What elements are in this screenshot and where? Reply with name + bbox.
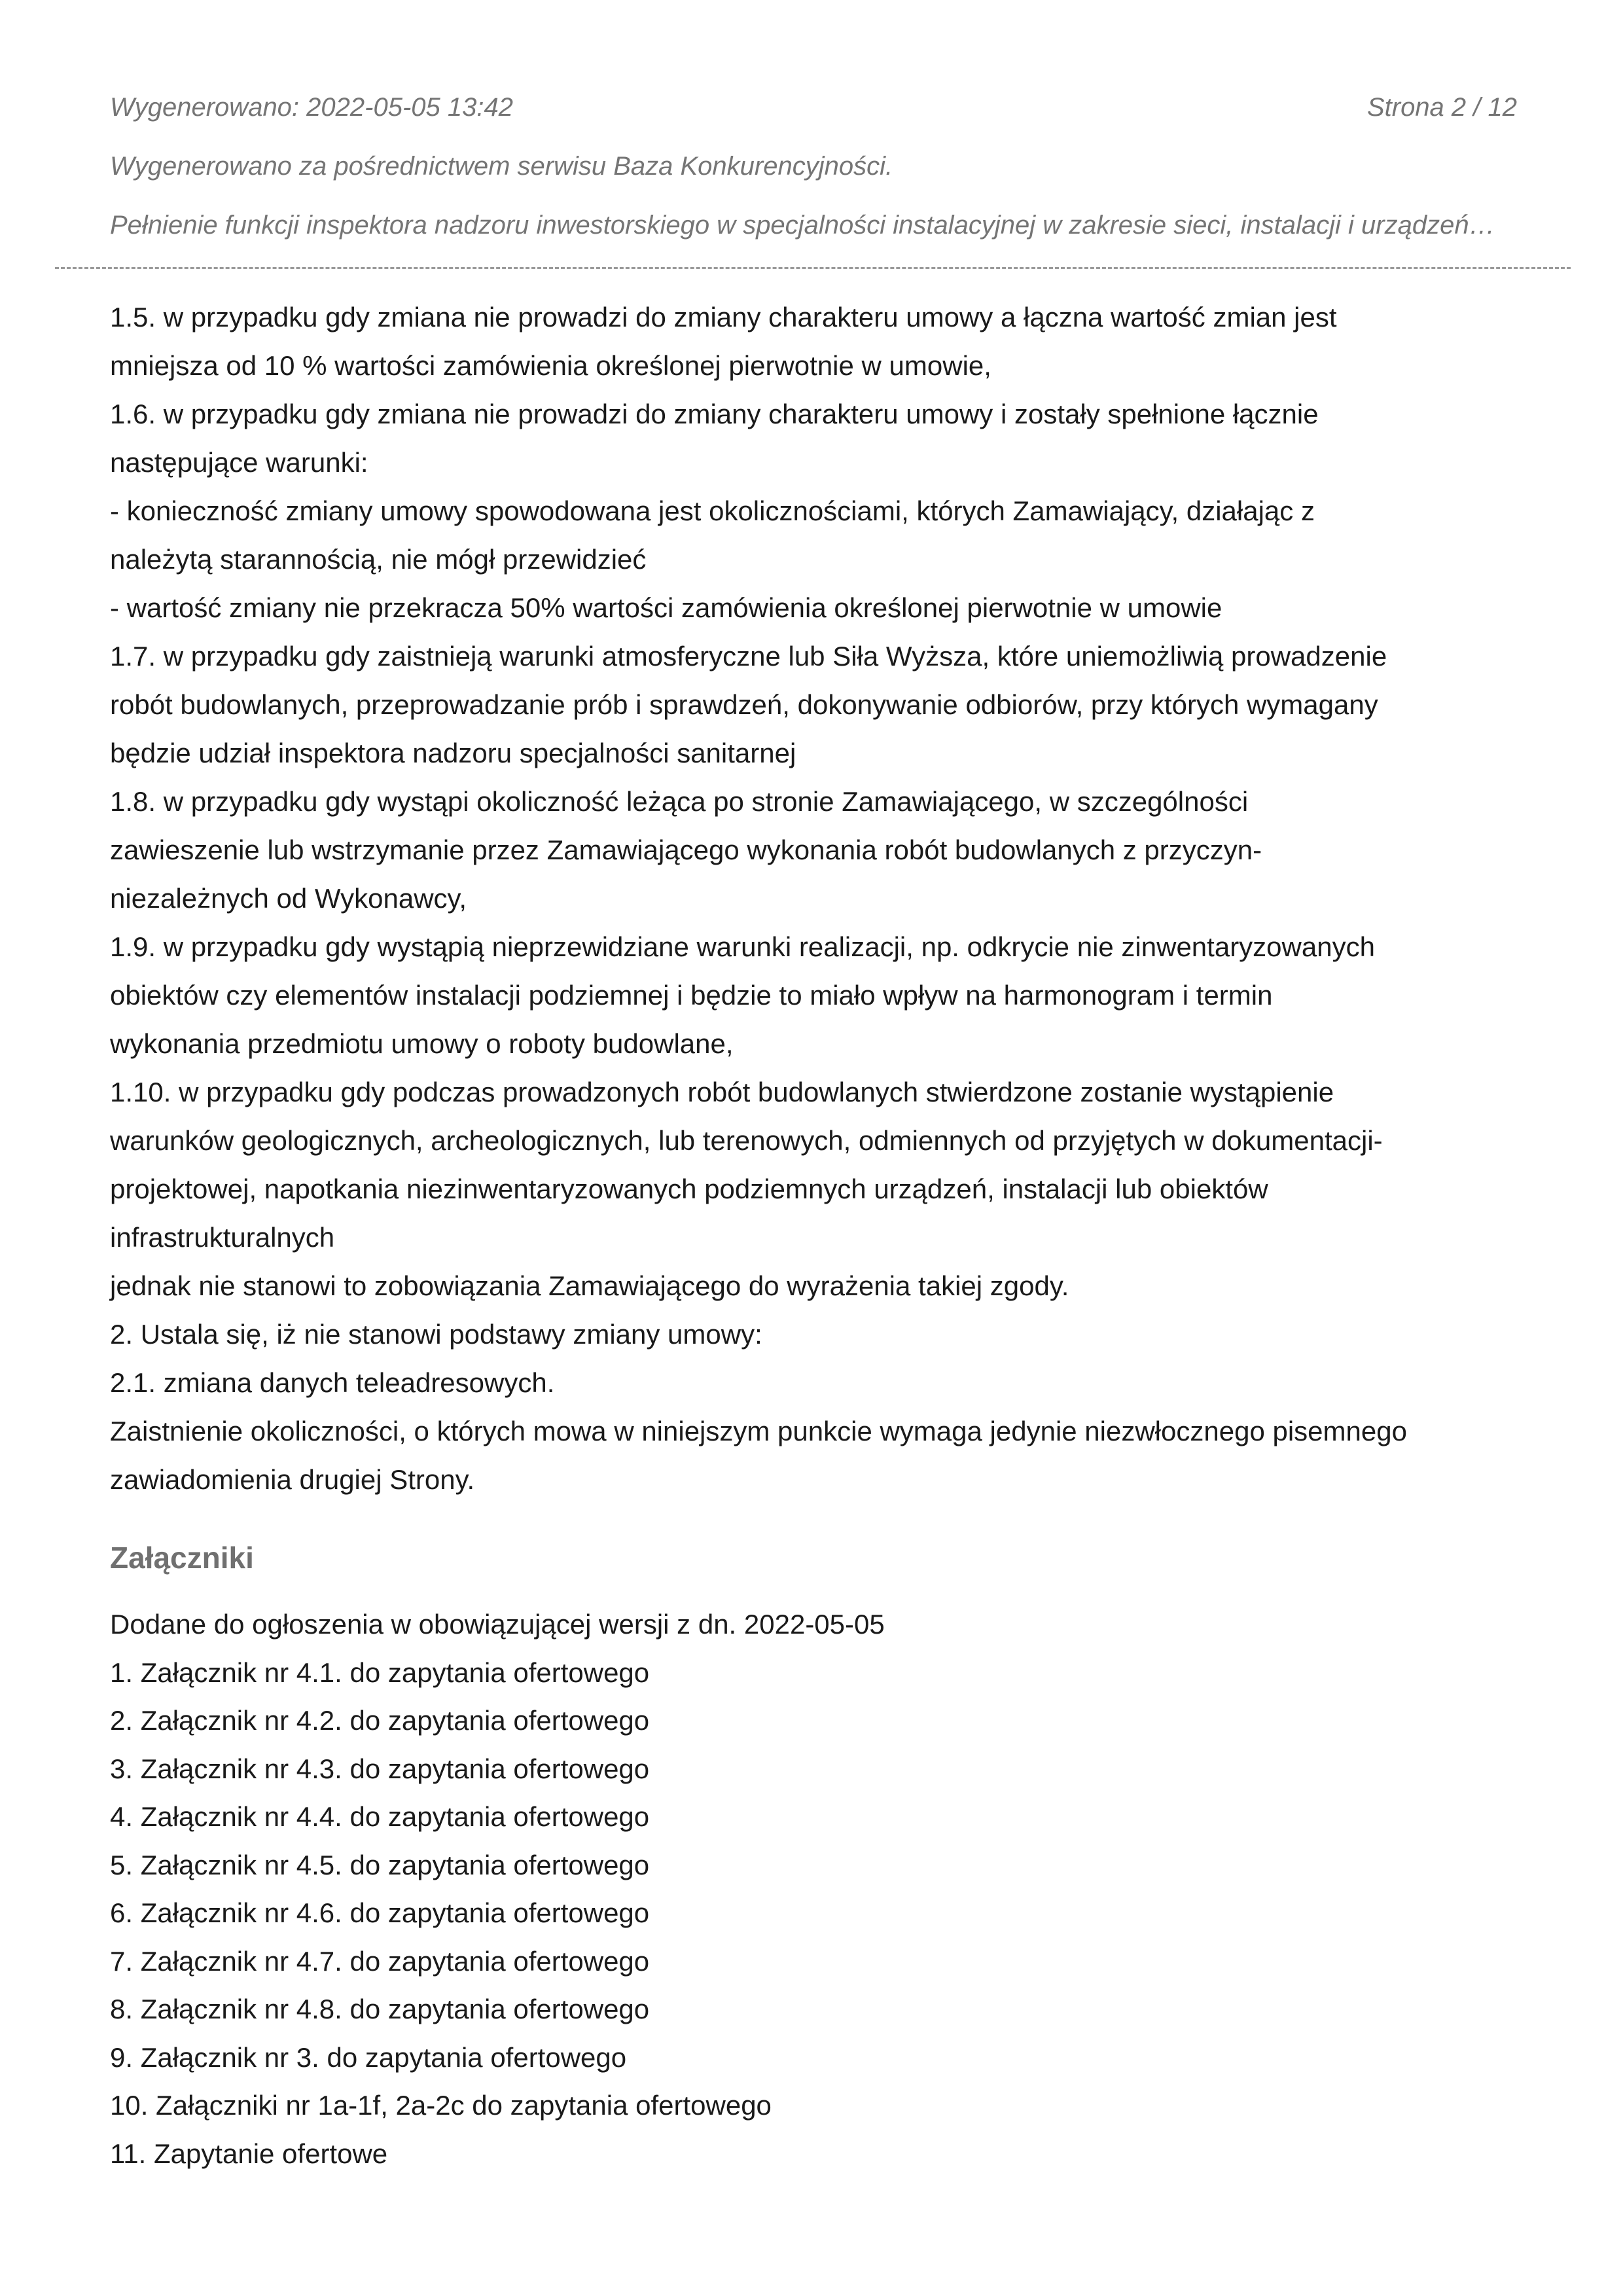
body-line: robót budowlanych, przeprowadzanie prób i sprawdzeń, dokonywanie odbiorów, przy których wymagany (110, 689, 1378, 720)
attachment-item[interactable]: 8. Załącznik nr 4.8. do zapytania ofertowego (110, 1994, 650, 2024)
body-line: 1.6. w przypadku gdy zmiana nie prowadzi do zmiany charakteru umowy i zostały spełnione łącznie (110, 399, 1319, 429)
page-number: Strona 2 / 12 (1366, 93, 1517, 122)
service-note: Wygenerowano za pośrednictwem serwisu Baza Konkurencyjności. (110, 152, 893, 181)
body-line: 1.8. w przypadku gdy wystąpi okoliczność leżąca po stronie Zamawiającego, w szczególności (110, 786, 1249, 817)
body-line: będzie udział inspektora nadzoru specjalności sanitarnej (110, 738, 796, 768)
body-line: następujące warunki: (110, 447, 368, 478)
body-line: obiektów czy elementów instalacji podziemnej i będzie to miało wpływ na harmonogram i termin (110, 980, 1273, 1011)
body-line: 2.1. zmiana danych teleadresowych. (110, 1367, 555, 1398)
attachments-heading: Załączniki (110, 1541, 254, 1575)
body-line: zawieszenie lub wstrzymanie przez Zamawiającego wykonania robót budowlanych z przyczyn- (110, 834, 1262, 865)
body-line: mniejsza od 10 % wartości zamówienia określonej pierwotnie w umowie, (110, 350, 991, 381)
attachment-item[interactable]: 2. Załącznik nr 4.2. do zapytania ofertowego (110, 1705, 650, 1736)
contract-changes-text (110, 293, 1537, 1504)
body-line: 2. Ustala się, iż nie stanowi podstawy zmiany umowy: (110, 1319, 762, 1350)
page-header (110, 92, 1517, 241)
attachment-item[interactable]: 7. Załącznik nr 4.7. do zapytania ofertowego (110, 1945, 650, 1977)
attachment-item[interactable]: 4. Załącznik nr 4.4. do zapytania ofertowego (110, 1801, 650, 1832)
body-line: wykonania przedmiotu umowy o roboty budowlane, (110, 1028, 734, 1059)
generated-timestamp: Wygenerowano: 2022-05-05 13:42 (110, 93, 513, 122)
body-line: projektowej, napotkania niezinwentaryzowanych podziemnych urządzeń, instalacji lub obiektów (110, 1174, 1268, 1204)
attachment-item[interactable]: 11. Zapytanie ofertowe (110, 2138, 388, 2169)
attachment-item[interactable]: 1. Załącznik nr 4.1. do zapytania ofertowego (110, 1657, 650, 1688)
attachments-intro: Dodane do ogłoszenia w obowiązującej wersji z dn. 2022-05-05 (110, 1609, 885, 1640)
attachment-item[interactable]: 6. Załącznik nr 4.6. do zapytania ofertowego (110, 1897, 650, 1928)
body-line: jednak nie stanowi to zobowiązania Zamawiającego do wyrażenia takiej zgody. (110, 1270, 1069, 1301)
body-line: Zaistnienie okoliczności, o których mowa w niniejszym punkcie wymaga jedynie niezwłocznego pisemnego (110, 1416, 1407, 1446)
body-line: 1.9. w przypadku gdy wystąpią nieprzewidziane warunki realizacji, np. odkrycie nie zinwentaryzowanych (110, 931, 1375, 962)
notice-subject: Pełnienie funkcji inspektora nadzoru inwestorskiego w specjalności instalacyjnej w zakresie sieci, instalacji i urządzeń… (110, 211, 1495, 240)
body-line: infrastrukturalnych (110, 1222, 335, 1253)
body-line: warunków geologicznych, archeologicznych, lub terenowych, odmiennych od przyjętych w dokumentacji- (110, 1125, 1383, 1156)
body-line: 1.7. w przypadku gdy zaistnieją warunki atmosferyczne lub Siła Wyższa, które uniemożliwią prowadzenie (110, 641, 1387, 672)
body-line: niezależnych od Wykonawcy, (110, 883, 467, 914)
body-line: - konieczność zmiany umowy spowodowana jest okolicznościami, których Zamawiający, działając z (110, 495, 1315, 526)
body-line: 1.10. w przypadku gdy podczas prowadzonych robót budowlanych stwierdzone zostanie wystąpienie (110, 1077, 1334, 1107)
attachment-item[interactable]: 10. Załączniki nr 1a-1f, 2a-2c do zapytania ofertowego (110, 2090, 772, 2121)
body-line: zawiadomienia drugiej Strony. (110, 1464, 475, 1495)
body-line: - wartość zmiany nie przekracza 50% wartości zamówienia określonej pierwotnie w umowie (110, 592, 1222, 623)
attachment-item[interactable]: 5. Załącznik nr 4.5. do zapytania ofertowego (110, 1849, 650, 1880)
attachments-list (110, 1600, 885, 2178)
attachment-item[interactable]: 3. Załącznik nr 4.3. do zapytania ofertowego (110, 1753, 650, 1784)
body-line: należytą starannością, nie mógł przewidzieć (110, 544, 647, 575)
header-meta-row (110, 92, 1517, 123)
header-divider (55, 267, 1571, 269)
attachment-item[interactable]: 9. Załącznik nr 3. do zapytania ofertowego (110, 2041, 627, 2073)
body-line: 1.5. w przypadku gdy zmiana nie prowadzi do zmiany charakteru umowy a łączna wartość zmian jest (110, 302, 1337, 332)
